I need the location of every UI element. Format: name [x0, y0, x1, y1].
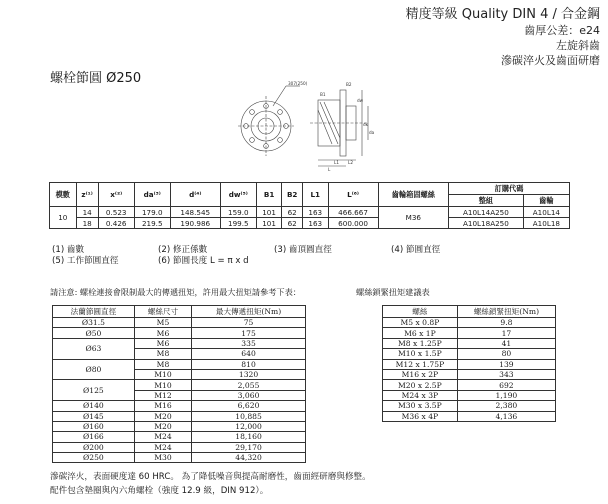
bolt-torque-caption: 螺絲鎖緊扭矩建議表 [356, 287, 430, 297]
max-torque-cell: 29,170 [192, 442, 306, 452]
bolt-size-cell: M6 x 1P [383, 328, 458, 338]
max-torque-table [52, 305, 306, 463]
header-d: d⁽⁴⁾ [170, 183, 220, 207]
table-row [383, 380, 556, 390]
bolt-size-cell: M6 [134, 338, 191, 348]
bolt-hole [278, 110, 283, 115]
flange-dia-cell: Ø63 [53, 338, 135, 359]
flange-dia-cell: Ø50 [53, 328, 135, 338]
header-gear: 齒輪 [523, 195, 569, 207]
header-b1: B1 [256, 183, 282, 207]
header-module: 模數 [50, 183, 77, 207]
flange-dia-cell: Ø125 [53, 380, 135, 401]
bolt-size-cell: M5 x 0.8P [383, 318, 458, 328]
table-row [383, 369, 556, 379]
max-torque-cell: 2,055 [192, 380, 306, 390]
d-cell: 148.545 [170, 207, 220, 218]
drawing-label: L1 [334, 160, 339, 165]
header-bolt: 螺絲 [383, 306, 458, 318]
d-cell: 190.986 [170, 218, 220, 229]
max-torque-cell: 44,320 [192, 453, 306, 463]
bolt-size-cell: M10 [134, 369, 191, 379]
table-row [53, 411, 306, 421]
dw-cell: 159.0 [220, 207, 256, 218]
drawing-label: B1 [320, 92, 326, 97]
max-torque-cell: 3,060 [192, 390, 306, 400]
drawing-label: L2 [348, 160, 353, 165]
l1-cell: 163 [302, 218, 328, 229]
tooth-thickness-tolerance: 齒厚公差：e24 [524, 24, 600, 37]
bolt-size-cell: M16 x 2P [383, 369, 458, 379]
bolt-size-cell: M8 x 1.25P [383, 338, 458, 348]
header-bolt-size: 螺絲尺寸 [134, 306, 191, 318]
footnote: (1) 齒數 [52, 245, 85, 255]
table-row [383, 338, 556, 348]
page-title: 螺栓節圓 Ø250 [50, 71, 142, 86]
thread-cell: M36 [378, 207, 449, 229]
bolt-size-cell: M10 x 1.5P [383, 349, 458, 359]
da-cell: 179.0 [134, 207, 170, 218]
drawing-label: da [369, 130, 375, 135]
bolt-size-cell: M16 [134, 401, 191, 411]
bolt-size-cell: M6 [134, 328, 191, 338]
table-row [383, 411, 556, 421]
bolt-size-cell: M5 [134, 318, 191, 328]
l-cell: 600.000 [328, 218, 378, 229]
header-max-torque: 最大傳遞扭矩(Nm) [192, 306, 306, 318]
bolt-size-cell: M8 [134, 349, 191, 359]
table-row [53, 401, 306, 411]
flange-dia-cell: Ø80 [53, 359, 135, 380]
max-torque-cell: 12,000 [192, 421, 306, 431]
table-row [383, 390, 556, 400]
max-torque-cell: 18,160 [192, 432, 306, 442]
header-l1: L1 [302, 183, 328, 207]
drawing-label: B2 [346, 82, 352, 87]
flange-dia-cell: Ø200 [53, 442, 135, 452]
footer-note: 滲碳淬火，表面硬度達 60 HRC。 為了降低噪音與提高耐磨性，齒面經研磨與修整。 [50, 472, 371, 482]
table-row [53, 380, 306, 390]
bolt-size-cell: M24 [134, 432, 191, 442]
bolt-size-cell: M12 x 1.75P [383, 359, 458, 369]
bolt-hole [250, 110, 255, 115]
table-row [383, 401, 556, 411]
footnote: (5) 工作節圓直徑 [52, 256, 119, 266]
quality-heading: 精度等級 Quality DIN 4 / 合金鋼 [405, 7, 600, 22]
max-torque-cell: 75 [192, 318, 306, 328]
footnotes [52, 243, 572, 265]
header-x: x⁽²⁾ [98, 183, 134, 207]
table-row [53, 338, 306, 348]
table-row [50, 207, 570, 218]
flange-dia-cell: Ø250 [53, 453, 135, 463]
header-thread: 齒輪箱固螺絲 [378, 183, 449, 207]
torque-caption: 請注意: 螺栓連接會限制最大的傳遞扭矩，許用最大扭矩請參考下表： [50, 287, 301, 297]
tightening-torque-cell: 692 [457, 380, 555, 390]
header-flange-dia: 法蘭節圓直徑 [53, 306, 135, 318]
bolt-size-cell: M24 x 3P [383, 390, 458, 400]
max-torque-cell: 10,885 [192, 411, 306, 421]
tightening-torque-cell: 343 [457, 369, 555, 379]
table-row [383, 328, 556, 338]
table-row [383, 349, 556, 359]
max-torque-cell: 335 [192, 338, 306, 348]
module-cell: 10 [50, 207, 77, 229]
leader-line [273, 86, 286, 106]
footer-note: 配件包含墊圈與內六角螺栓（強度 12.9 級，DIN 912）。 [50, 486, 269, 496]
flange-dia-cell: Ø145 [53, 411, 135, 421]
bolt-size-cell: M8 [134, 359, 191, 369]
tightening-torque-cell: 9.8 [457, 318, 555, 328]
header-da: da⁽³⁾ [134, 183, 170, 207]
gear-code-cell: A10L14 [523, 207, 569, 218]
tightening-torque-cell: 1,190 [457, 390, 555, 400]
table-row [383, 359, 556, 369]
z-cell: 14 [76, 207, 98, 218]
header-l: L⁽⁶⁾ [328, 183, 378, 207]
bolt-table-body [383, 318, 556, 422]
b2-cell: 62 [282, 218, 303, 229]
tightening-torque-cell: 80 [457, 349, 555, 359]
header-dw: dw⁽⁵⁾ [220, 183, 256, 207]
torque-table-body [53, 318, 306, 463]
table-row [53, 328, 306, 338]
dw-cell: 199.5 [220, 218, 256, 229]
z-cell: 18 [76, 218, 98, 229]
tightening-torque-cell: 41 [457, 338, 555, 348]
table-row [53, 421, 306, 431]
drawing-label: dk [363, 122, 369, 127]
heat-treatment: 滲碳淬火及齒面研磨 [501, 54, 600, 67]
bolt-size-cell: M30 [134, 453, 191, 463]
bolt-hole [278, 138, 283, 143]
b1-cell: 101 [256, 207, 282, 218]
bolt-size-cell: M36 x 4P [383, 411, 458, 421]
table-row [53, 432, 306, 442]
flange-dia-cell: Ø140 [53, 401, 135, 411]
max-torque-cell: 1320 [192, 369, 306, 379]
bolt-size-cell: M24 [134, 442, 191, 452]
gear-spec-table [49, 182, 570, 229]
b2-cell: 62 [282, 207, 303, 218]
bolt-size-cell: M30 x 3.5P [383, 401, 458, 411]
tightening-torque-cell: 139 [457, 359, 555, 369]
footnote: (3) 齒頂圓直徑 [274, 245, 332, 255]
gear-flange-drawing [236, 76, 376, 172]
flange-dia-cell: Ø166 [53, 432, 135, 442]
footnote: (2) 修正係數 [158, 245, 208, 255]
flange-dia-cell: Ø31.5 [53, 318, 135, 328]
header-tightening-torque: 螺絲鎖緊扭矩(Nm) [457, 306, 555, 318]
x-cell: 0.426 [98, 218, 134, 229]
tightening-torque-cell: 2,380 [457, 401, 555, 411]
bolt-size-cell: M10 [134, 380, 191, 390]
drawing-label: L [328, 167, 331, 172]
whole-code-cell: A10L14A250 [449, 207, 524, 218]
table-row [50, 218, 570, 229]
table-row [53, 318, 306, 328]
bolt-size-cell: M20 x 2.5P [383, 380, 458, 390]
footnote: (6) 節圓長度 L = π x d [158, 256, 249, 266]
header-order-code: 訂購代碼 [449, 183, 570, 195]
drawing-label: dw [357, 98, 364, 103]
max-torque-cell: 640 [192, 349, 306, 359]
header-whole-set: 整組 [449, 195, 524, 207]
whole-code-cell: A10L18A250 [449, 218, 524, 229]
drawing-label: 307(250) [288, 81, 308, 86]
bolt-hole [250, 138, 255, 143]
max-torque-cell: 175 [192, 328, 306, 338]
l1-cell: 163 [302, 207, 328, 218]
x-cell: 0.523 [98, 207, 134, 218]
da-cell: 219.5 [134, 218, 170, 229]
gear-code-cell: A10L18 [523, 218, 569, 229]
tightening-torque-cell: 17 [457, 328, 555, 338]
l-cell: 466.667 [328, 207, 378, 218]
table-row [53, 442, 306, 452]
b1-cell: 101 [256, 218, 282, 229]
bolt-size-cell: M12 [134, 390, 191, 400]
table-row [53, 359, 306, 369]
header-b2: B2 [282, 183, 303, 207]
tooth-line [324, 102, 340, 138]
table-row [383, 318, 556, 328]
max-torque-cell: 810 [192, 359, 306, 369]
max-torque-cell: 6,620 [192, 401, 306, 411]
tightening-torque-cell: 4,136 [457, 411, 555, 421]
helix-direction: 左旋斜齒 [556, 39, 600, 52]
table-row [53, 453, 306, 463]
bolt-size-cell: M20 [134, 421, 191, 431]
bolt-torque-table [382, 305, 556, 422]
footnote: (4) 節圓直徑 [391, 245, 441, 255]
header-z: z⁽¹⁾ [76, 183, 98, 207]
flange-dia-cell: Ø160 [53, 421, 135, 431]
bolt-size-cell: M20 [134, 411, 191, 421]
